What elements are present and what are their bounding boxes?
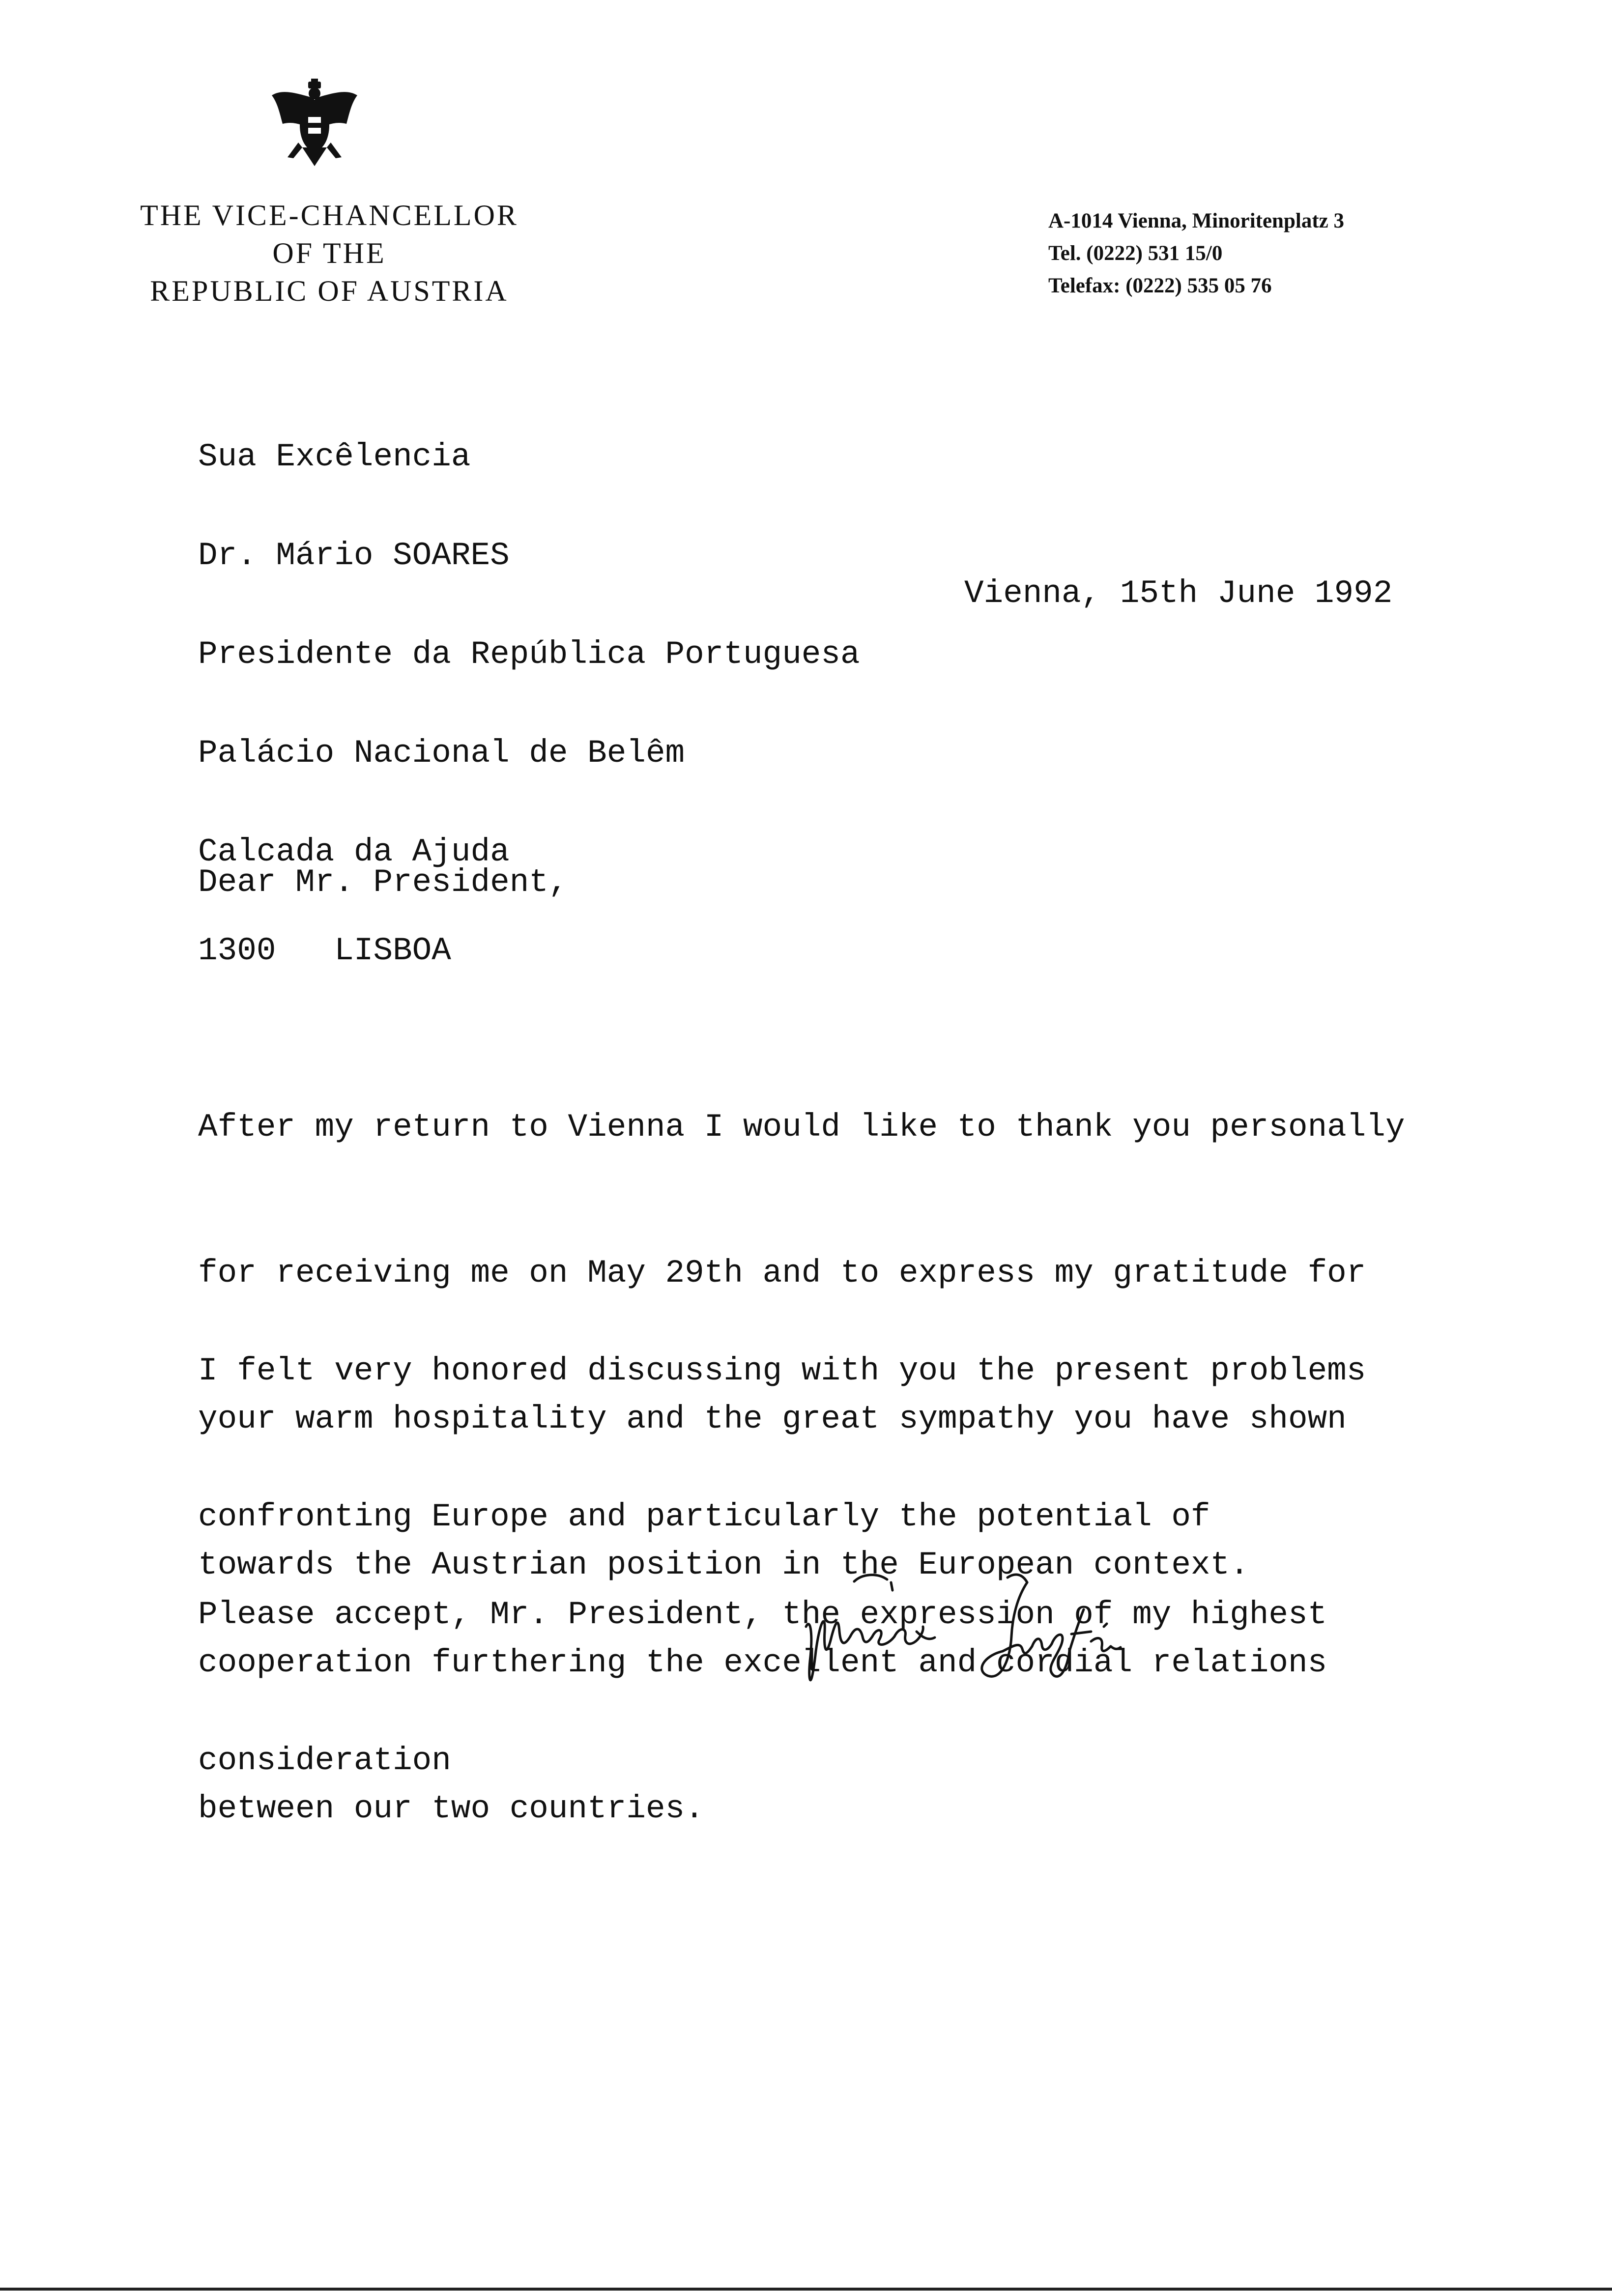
body-line: cooperation furthering the excellent and cordial relations [198, 1644, 1327, 1681]
recipient-line: Presidente da República Portuguesa [198, 636, 860, 673]
body-line: towards the Austrian position in the European context. [198, 1547, 1249, 1583]
body-line: consideration [198, 1742, 451, 1779]
handwritten-signature-icon [796, 1563, 1248, 1710]
recipient-line: Palácio Nacional de Belêm [198, 735, 685, 772]
sender-contact-block [1048, 205, 1344, 302]
sender-address: A-1014 Vienna, Minoritenplatz 3 [1048, 209, 1344, 232]
sender-line-country: REPUBLIC OF AUSTRIA [150, 275, 509, 307]
body-line: for receiving me on May 29th and to express my gratitude for [198, 1255, 1366, 1292]
bottom-divider [0, 2288, 1612, 2291]
recipient-line: Sua Excêlencia [198, 438, 471, 475]
sender-heading [118, 197, 541, 310]
recipient-address-block [198, 374, 860, 1033]
body-line: your warm hospitality and the great sympathy you have shown [198, 1401, 1347, 1437]
letter-date: Vienna, 15th June 1992 [964, 575, 1393, 612]
body-line: confronting Europe and particularly the potential of [198, 1498, 1210, 1535]
sender-telephone: Tel. (0222) 531 15/0 [1048, 242, 1223, 265]
sender-line-title: THE VICE-CHANCELLOR [140, 199, 518, 231]
recipient-line: Calcada da Ajuda [198, 833, 510, 870]
recipient-line: 1300 LISBOA [198, 932, 451, 969]
body-line: I felt very honored discussing with you the present problems [198, 1352, 1366, 1389]
salutation: Dear Mr. President, [198, 864, 568, 901]
body-line: After my return to Vienna I would like to thank you personally [198, 1109, 1405, 1146]
sender-telefax: Telefax: (0222) 535 05 76 [1048, 274, 1272, 297]
sender-line-of-the: OF THE [272, 237, 386, 269]
body-line: between our two countries. [198, 1790, 704, 1827]
recipient-line: Dr. Mário SOARES [198, 537, 510, 574]
body-line: Please accept, Mr. President, the expression of my highest [198, 1596, 1327, 1633]
austrian-eagle-emblem-icon [268, 79, 361, 167]
